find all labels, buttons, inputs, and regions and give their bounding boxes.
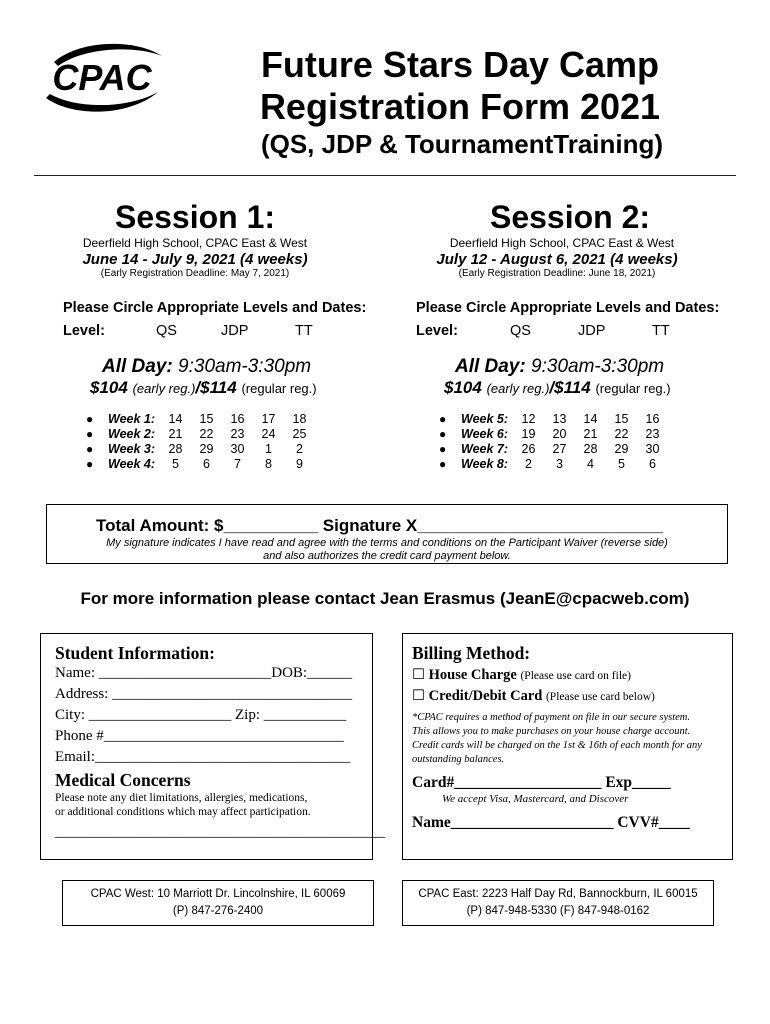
week-label: Week 8:: [461, 457, 509, 471]
bullet: ●: [86, 457, 94, 471]
total-amount-field[interactable]: Total Amount: $__________: [96, 516, 319, 535]
checkbox-icon[interactable]: ☐: [412, 688, 425, 704]
week-label: Week 4:: [108, 457, 156, 471]
session2-title: Session 2:: [489, 199, 651, 235]
session1-regular-price: $114: [200, 378, 237, 397]
session2-level-jdp[interactable]: JDP: [578, 323, 606, 339]
session1-weeks-table: [86, 412, 315, 472]
day-cell[interactable]: 22: [199, 427, 214, 441]
session1-regular-note: (regular reg.): [241, 381, 317, 396]
day-cell[interactable]: 5: [172, 457, 179, 471]
day-cell[interactable]: 7: [234, 457, 241, 471]
session1-level-label: Level:: [63, 323, 105, 339]
week-label: Week 2:: [108, 427, 156, 441]
day-cell[interactable]: 16: [645, 412, 660, 426]
house-charge-label: House Charge: [428, 667, 517, 683]
day-cell[interactable]: 25: [292, 427, 307, 441]
logo-text: CPAC: [52, 57, 152, 98]
house-charge-option[interactable]: [412, 666, 631, 685]
day-cell[interactable]: 15: [199, 412, 214, 426]
session1-level-tt[interactable]: TT: [295, 323, 313, 339]
agreement-line2: and also authorizes the credit card payment below.: [263, 550, 511, 562]
form-subtitle: (QS, JDP & TournamentTraining): [260, 129, 664, 159]
session1-all-day: [102, 356, 311, 378]
session2-regular-price: $114: [554, 378, 591, 397]
session2-deadline: (Early Registration Deadline: June 18, 2021): [458, 268, 656, 279]
session2-weeks-table: [439, 412, 668, 472]
week-row: [86, 427, 315, 442]
west-address: CPAC West: 10 Marriott Dr. Lincolnshire, IL 60069: [90, 888, 346, 900]
day-cell[interactable]: 1: [265, 442, 272, 456]
session2-all-day-label: All Day:: [455, 356, 526, 377]
medical-note-line2: or additional conditions which may affect participation.: [55, 806, 311, 818]
bullet: ●: [439, 442, 447, 456]
week-label: Week 6:: [461, 427, 509, 441]
bullet: ●: [439, 412, 447, 426]
day-cell[interactable]: 28: [168, 442, 183, 456]
week-row: [439, 442, 668, 457]
day-cell[interactable]: 24: [261, 427, 276, 441]
day-cell[interactable]: 28: [583, 442, 598, 456]
name-dob-field[interactable]: Name: _______________________DOB:______: [55, 665, 353, 681]
billing-note: [412, 711, 728, 767]
session1-deadline: (Early Registration Deadline: May 7, 2021): [100, 268, 290, 279]
week-row: [86, 442, 315, 457]
week-row: [439, 412, 668, 427]
form-title-line2: Registration Form 2021: [259, 86, 661, 127]
medical-note-line1: Please note any diet limitations, allergies, medications,: [55, 792, 308, 804]
session2-level-qs[interactable]: QS: [510, 323, 531, 339]
week-label: Week 5:: [461, 412, 509, 426]
day-cell[interactable]: 13: [552, 412, 567, 426]
day-cell[interactable]: 4: [587, 457, 594, 471]
contact-info: For more information please contact Jean Erasmus (JeanE@cpacweb.com): [80, 589, 690, 608]
price-separator: /: [195, 378, 201, 397]
day-cell[interactable]: 21: [583, 427, 598, 441]
bullet: ●: [86, 412, 94, 426]
day-cell[interactable]: 15: [614, 412, 629, 426]
session1-price: [90, 378, 317, 399]
week-label: Week 3:: [108, 442, 156, 456]
day-cell[interactable]: 17: [261, 412, 276, 426]
session1-all-day-label: All Day:: [102, 356, 173, 377]
session1-early-price: $104: [90, 378, 128, 397]
day-cell[interactable]: 14: [583, 412, 598, 426]
student-info-heading: Student Information:: [55, 643, 215, 663]
cpac-logo: [34, 40, 170, 114]
billing-note-line: Credit cards will be charged on the 1st & 16th of each month for any: [412, 740, 702, 751]
agreement-line1: My signature indicates I have read and agree with the terms and conditions on the Participant Waiver (reverse side): [106, 537, 668, 549]
day-cell[interactable]: 29: [199, 442, 214, 456]
west-phone: (P) 847-276-2400: [172, 905, 264, 917]
cardholder-name-cvv-field[interactable]: Name_____________________ CVV#____: [412, 814, 690, 831]
east-phone-fax: (P) 847-948-5330 (F) 847-948-0162: [466, 905, 650, 917]
day-cell[interactable]: 3: [556, 457, 563, 471]
medical-concerns-field[interactable]: ____________________________________________: [55, 824, 385, 840]
week-row: [86, 457, 315, 472]
signature-field[interactable]: Signature X__________________________: [322, 516, 664, 535]
credit-card-label: Credit/Debit Card: [428, 688, 543, 704]
session1-location: Deerfield High School, CPAC East & West: [82, 236, 308, 250]
day-cell[interactable]: 5: [618, 457, 625, 471]
session1-circle-prompt: Please Circle Appropriate Levels and Dates:: [63, 300, 367, 316]
day-cell[interactable]: 21: [168, 427, 183, 441]
bullet: ●: [439, 457, 447, 471]
day-cell[interactable]: 8: [265, 457, 272, 471]
day-cell[interactable]: 18: [292, 412, 307, 426]
bullet: ●: [86, 442, 94, 456]
signature-agreement: [60, 537, 714, 563]
cpac-east-address-box: [402, 880, 714, 926]
day-cell[interactable]: 19: [521, 427, 536, 441]
session1-level-jdp[interactable]: JDP: [221, 323, 249, 339]
session1-all-day-time: 9:30am-3:30pm: [178, 356, 312, 377]
billing-note-line: This allows you to make purchases on your house charge account.: [412, 726, 691, 737]
billing-note-line: outstanding balances.: [412, 754, 505, 765]
day-cell[interactable]: 30: [645, 442, 660, 456]
session2-level-label: Level:: [416, 323, 458, 339]
credit-card-option[interactable]: [412, 687, 655, 706]
day-cell[interactable]: 6: [203, 457, 210, 471]
card-number-exp-field[interactable]: Card#___________________ Exp_____: [412, 774, 671, 791]
day-cell[interactable]: 23: [230, 427, 245, 441]
session2-all-day: [455, 356, 664, 378]
week-label: Week 7:: [461, 442, 509, 456]
checkbox-icon[interactable]: ☐: [412, 667, 425, 683]
week-label: Week 1:: [108, 412, 156, 426]
day-cell[interactable]: 2: [296, 442, 303, 456]
session2-dates: July 12 - August 6, 2021 (4 weeks): [436, 251, 678, 268]
house-charge-note: (Please use card on file): [520, 670, 631, 682]
day-cell[interactable]: 9: [296, 457, 303, 471]
total-signature-line: [96, 516, 663, 536]
session2-regular-note: (regular reg.): [595, 381, 671, 396]
session2-early-note: (early reg.): [486, 381, 550, 396]
session2-early-price: $104: [444, 378, 482, 397]
day-cell[interactable]: 30: [230, 442, 245, 456]
header-divider: [34, 175, 736, 176]
session2-circle-prompt: Please Circle Appropriate Levels and Dates:: [416, 300, 720, 316]
price-separator: /: [549, 378, 555, 397]
day-cell[interactable]: 20: [552, 427, 567, 441]
credit-card-note: (Please use card below): [545, 691, 655, 703]
medical-concerns-heading: Medical Concerns: [55, 770, 191, 790]
day-cell[interactable]: 29: [614, 442, 629, 456]
day-cell[interactable]: 23: [645, 427, 660, 441]
week-row: [439, 427, 668, 442]
day-cell[interactable]: 14: [168, 412, 183, 426]
accepted-cards-note: We accept Visa, Mastercard, and Discover: [442, 793, 629, 805]
session2-price: [444, 378, 671, 399]
session2-location: Deerfield High School, CPAC East & West: [449, 236, 675, 250]
email-field[interactable]: Email:__________________________________: [55, 749, 350, 765]
session1-level-qs[interactable]: QS: [156, 323, 177, 339]
phone-field[interactable]: Phone #________________________________: [55, 728, 344, 744]
bullet: ●: [86, 427, 94, 441]
cpac-west-address-box: [62, 880, 374, 926]
day-cell[interactable]: 12: [521, 412, 536, 426]
bullet: ●: [439, 427, 447, 441]
session2-all-day-time: 9:30am-3:30pm: [531, 356, 665, 377]
billing-note-line: *CPAC requires a method of payment on file in our secure system.: [412, 712, 691, 723]
session1-dates: June 14 - July 9, 2021 (4 weeks): [82, 251, 308, 268]
session1-early-note: (early reg.): [132, 381, 196, 396]
week-row: [439, 457, 668, 472]
day-cell[interactable]: 6: [649, 457, 656, 471]
day-cell[interactable]: 16: [230, 412, 245, 426]
east-address: CPAC East: 2223 Half Day Rd, Bannockburn, IL 60015: [418, 888, 698, 900]
day-cell[interactable]: 27: [552, 442, 567, 456]
session2-level-tt[interactable]: TT: [652, 323, 670, 339]
day-cell[interactable]: 2: [525, 457, 532, 471]
address-field[interactable]: Address: ________________________________: [55, 686, 353, 702]
week-row: [86, 412, 315, 427]
day-cell[interactable]: 22: [614, 427, 629, 441]
day-cell[interactable]: 26: [521, 442, 536, 456]
billing-heading: Billing Method:: [412, 643, 531, 663]
city-zip-field[interactable]: City: ___________________ Zip: ___________: [55, 707, 347, 723]
session1-title: Session 1:: [114, 199, 276, 235]
form-title-line1: Future Stars Day Camp: [260, 44, 660, 85]
